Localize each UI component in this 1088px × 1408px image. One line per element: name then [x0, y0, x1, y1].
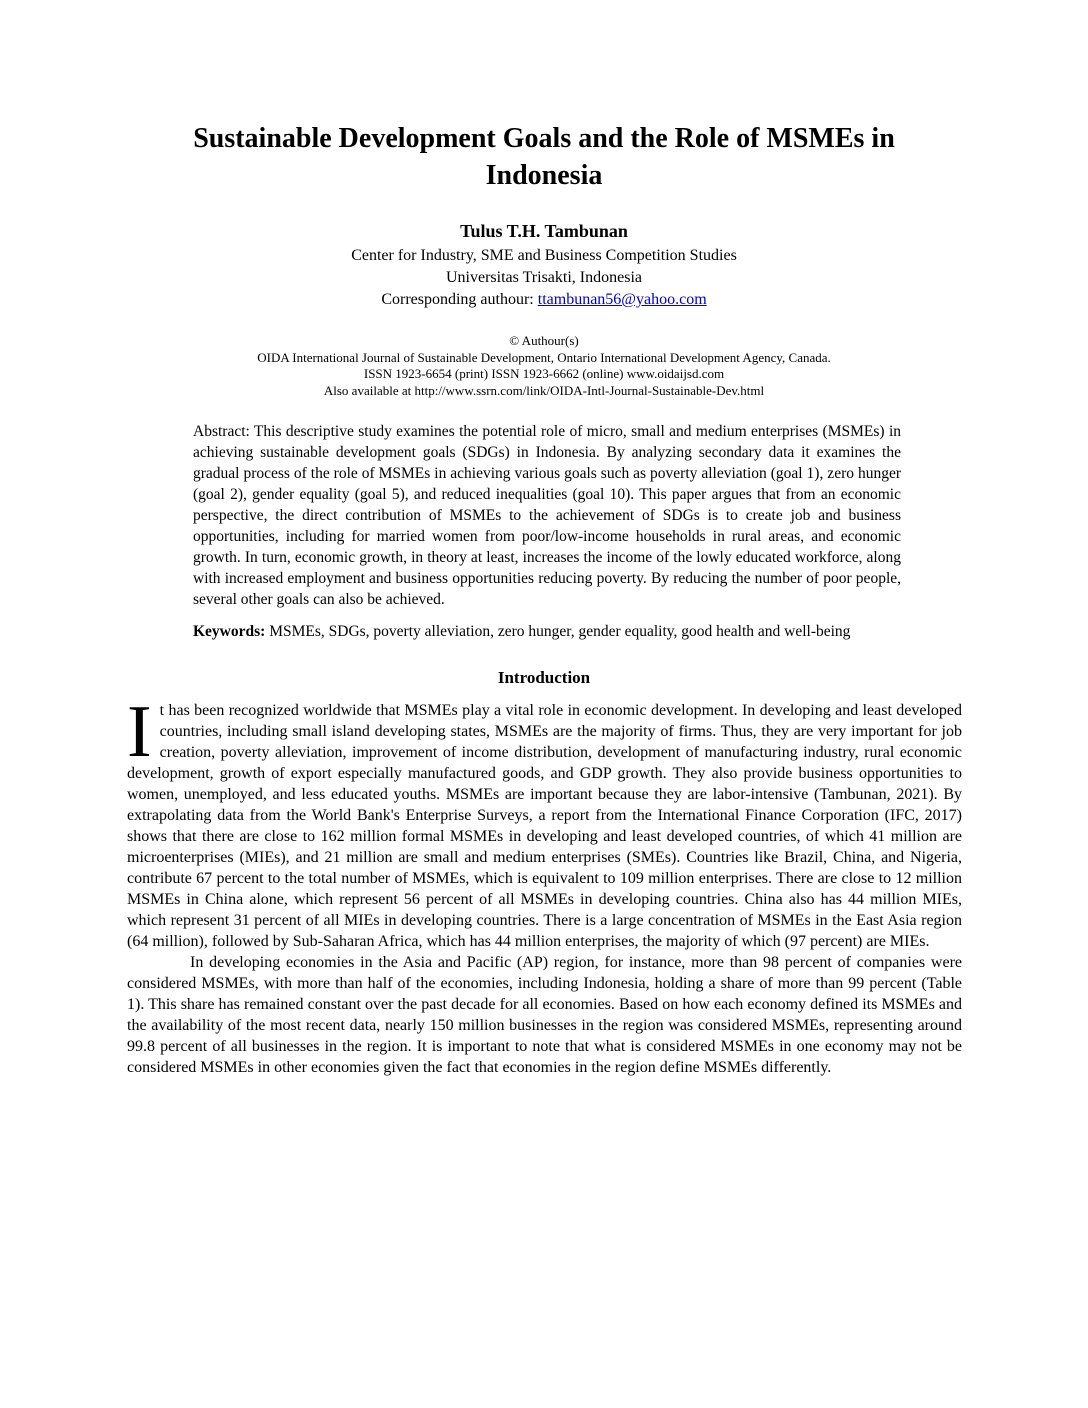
- issn-line: ISSN 1923-6654 (print) ISSN 1923-6662 (online) www.oidaijsd.com: [363, 366, 725, 381]
- corresponding-author-line: [0, 289, 1088, 311]
- dropcap-letter: I: [127, 691, 152, 773]
- paper-title-line-1: Sustainable Development Goals and the Role of MSMEs in: [193, 123, 895, 154]
- availability-line: Also available at http://www.ssrn.com/link/OIDA-Intl-Journal-Sustainable-Dev.html: [323, 382, 765, 398]
- corresponding-author-label: Corresponding authour:: [381, 291, 538, 308]
- intro-paragraph-1-text: t has been recognized worldwide that MSMEs play a vital role in economic development. In developing and least developed countries, including small island developing states, MSMEs are the majority of firms. Thus, they are very important for job creation, poverty alleviation, improvement of income distribution, development of manufacturing industry, rural economic development, growth of export especially manufactured goods, and GDP growth. They also provide business opportunities to women, unemployed, and less educated youths. MSMEs are important because they are labor-intensive (Tambunan, 2021). By extrapolating data from the World Bank's Enterprise Surveys, a report from the International Finance Corporation (IFC, 2017) shows that there are close to 162 million formal MSMEs in developing and least developed countries, of which 41 million are microenterprises (MIEs), and 21 million are small and medium enterprises (SMEs). Countries like Brazil, China, and Nigeria, contribute 67 percent to the total number of MSMEs, which is equivalent to 109 million enterprises. There are close to 12 million MSMEs in China alone, which represent 56 percent of all MSMEs in developing countries. China also has 44 million MIEs, which represent 31 percent of all MIEs in developing countries. There is a large concentration of MSMEs in the East Asia region (64 million), followed by Sub-Saharan Africa, which has 44 million enterprises, the majority of which (97 percent) are MIEs.: [127, 702, 962, 950]
- keywords-label: Keywords:: [193, 623, 270, 640]
- author-university: Universitas Trisakti, Indonesia: [446, 269, 642, 286]
- intro-paragraph-2: In developing economies in the Asia and Pacific (AP) region, for instance, more than 98 percent of companies were considered MSMEs, with more than half of the economies, including Indonesia, holding a share of more than 99 percent (Table 1). This share has remained constant over the past decade for all economies. Based on how each economy defined its MSMEs and the availability of the most recent data, nearly 150 million businesses in the region was considered MSMEs, representing around 99.8 percent of all businesses in the region. It is important to note that what is considered MSMEs in one economy may not be considered MSMEs in other economies given the fact that economies in the region define MSMEs differently.: [127, 954, 962, 1076]
- author-name: Tulus T.H. Tambunan: [460, 221, 628, 241]
- intro-paragraph-1: [127, 691, 962, 952]
- paper-title-line-2: Indonesia: [485, 160, 603, 191]
- paper-title: [94, 120, 994, 194]
- abstract-paragraph: [193, 421, 901, 610]
- copyright-line: © Authour(s): [509, 333, 579, 348]
- journal-line: OIDA International Journal of Sustainable Development, Ontario International Development Agency, Canada.: [257, 349, 831, 365]
- author-affiliation: Center for Industry, SME and Business Competition Studies: [351, 247, 737, 264]
- email-link[interactable]: ttambunan56@yahoo.com: [537, 291, 707, 308]
- keywords-text: MSMEs, SDGs, poverty alleviation, zero hunger, gender equality, good health and well-being: [269, 623, 851, 640]
- author-block: [0, 220, 1088, 311]
- imprint-block: [0, 333, 1088, 399]
- section-heading-introduction: Introduction: [497, 668, 591, 687]
- abstract-label: Abstract:: [193, 423, 254, 440]
- abstract-text: This descriptive study examines the potential role of micro, small and medium enterprises (MSMEs) in achieving sustainable development goals (SDGs) in Indonesia. By analyzing secondary data it examines the gradual process of the role of MSMEs in achieving various goals such as poverty alleviation (goal 1), zero hunger (goal 2), gender equality (goal 5), and reduced inequalities (goal 10). This paper argues that from an economic perspective, the direct contribution of MSMEs to the achievement of SDGs is to create job and business opportunities, including for married women from poor/low-income households in rural areas, and economic growth. In turn, economic growth, in theory at least, increases the income of the lowly educated workforce, along with increased employment and business opportunities reducing poverty. By reducing the number of poor people, several other goals can also be achieved.: [193, 423, 901, 608]
- keywords-paragraph: [193, 621, 901, 642]
